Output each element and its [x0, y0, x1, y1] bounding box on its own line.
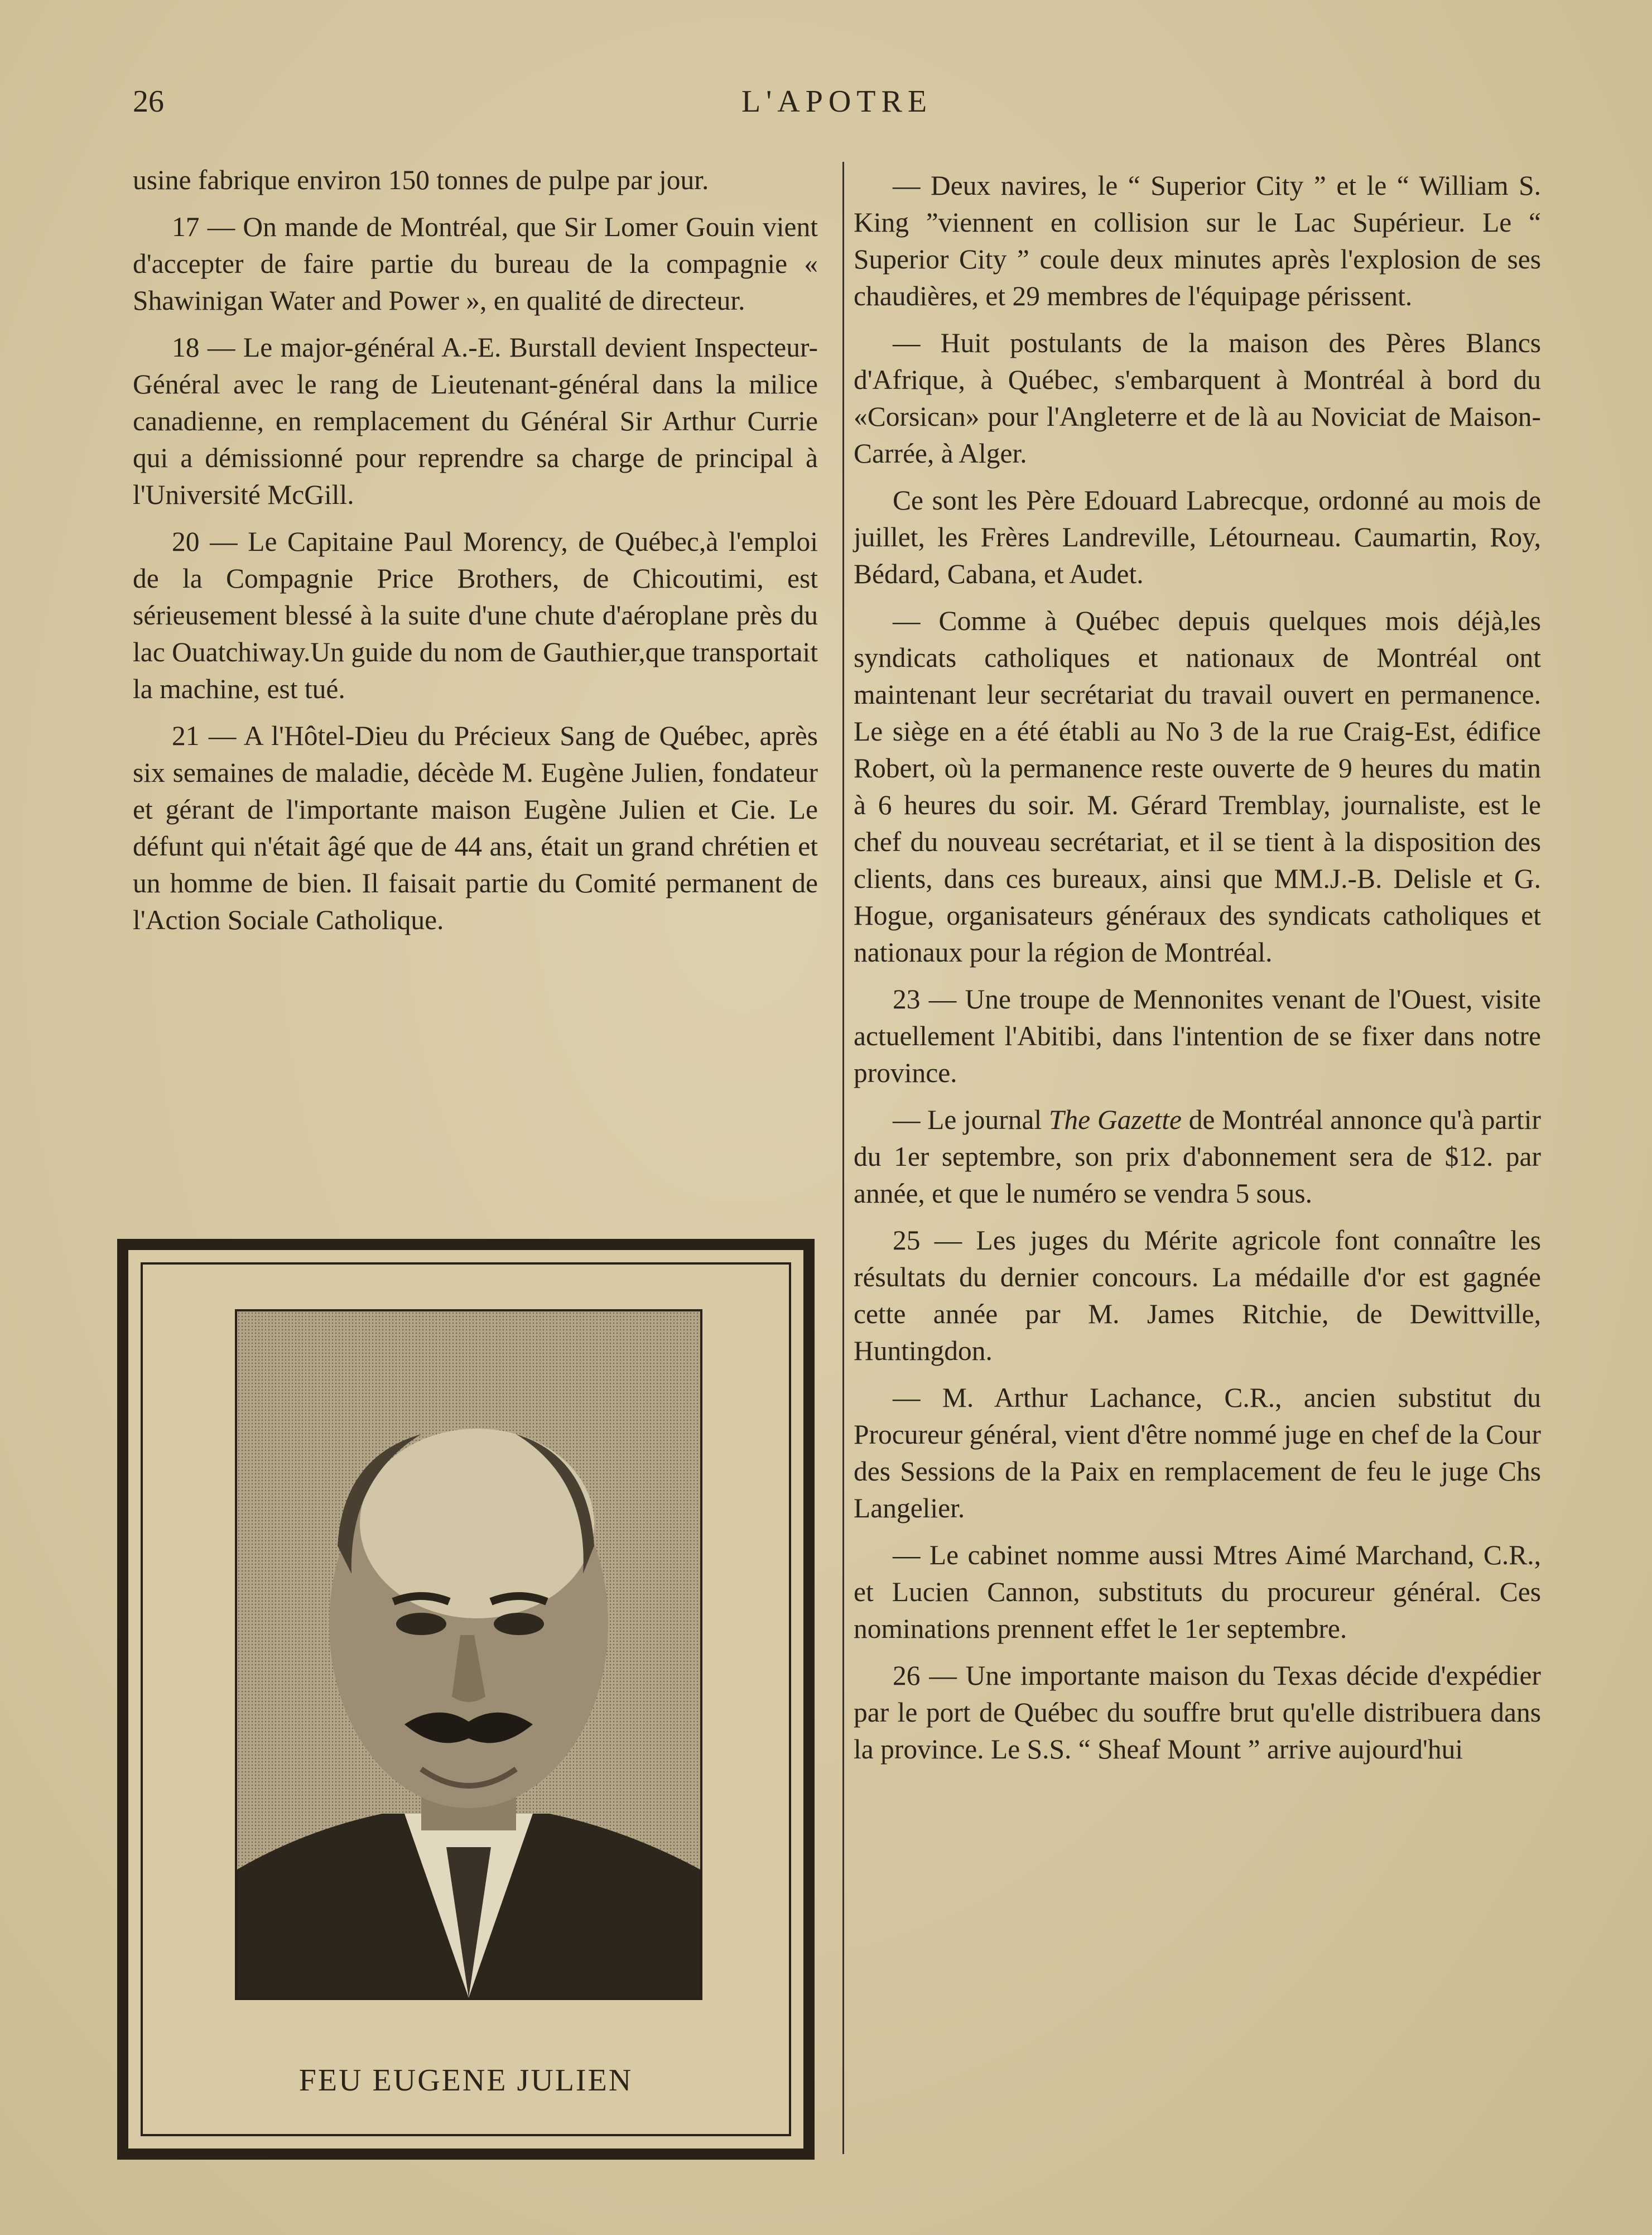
paragraph [854, 1102, 1541, 1212]
paragraph: — Deux navires, le “ Superior City ” et le “ William S. King ”viennent en collision sur le Lac Supérieur. Le “ Superior City ” coule deux minutes après l'explosion de ses chaudières, et 29 membres de l'équipage périssent. [854, 170, 1541, 311]
paragraph: 23 — Une troupe de Mennonites venant de l'Ouest, visite actuellement l'Abitibi, dans l'intention de se fixer dans notre province. [854, 984, 1541, 1088]
running-title: L'APOTRE [741, 84, 933, 119]
paragraph: — Le cabinet nomme aussi Mtres Aimé Marchand, C.R., et Lucien Cannon, substituts du procureur général. Ces nominations prennent effet le 1er septembre. [854, 1540, 1541, 1644]
paragraph: — Comme à Québec depuis quelques mois déjà,les syndicats catholiques et nationaux de Montréal ont maintenant leur secrétariat du travail ouvert en permanence. Le siège en a été établi au No 3 de la rue Craig-Est, édifice Robert, où la permanence reste ouverte de 9 heures du matin à 6 heures du soir. M. Gérard Tremblay, journaliste, est le chef du nouveau secrétariat, et il se tient à la disposition des clients, dans ces bureaux, ainsi que MM.J.-B. Delisle et G. Hogue, organisateurs généraux des syndicats catholiques et nationaux pour la région de Montréal. [854, 605, 1541, 968]
portrait-photo [235, 1309, 702, 2000]
text-run: de Montréal annonce qu'à partir du 1er septembre, son prix d'abonnement sera de $12. par année, et que le numéro se vendra 5 sous. [854, 1104, 1541, 1209]
column-divider [842, 162, 844, 2154]
paragraph: usine fabrique environ 150 tonnes de pulpe par jour. [133, 165, 709, 195]
portrait-frame [117, 1239, 815, 2160]
paragraph: 26 — Une importante maison du Texas décide d'expédier par le port de Québec du souffre brut qu'elle distribuera dans la province. Le S.S. “ Sheaf Mount ” arrive aujourd'hui [854, 1660, 1541, 1765]
page-header [0, 84, 1652, 134]
newspaper-title: The Gazette [1048, 1104, 1182, 1135]
portrait-image [237, 1311, 700, 1998]
paragraph: 18 — Le major-général A.-E. Burstall devient Inspecteur-Général avec le rang de Lieutenant-général dans la milice canadienne, en remplacement du Général Sir Arthur Currie qui a démissionné pour reprendre sa charge de principal à l'Université McGill. [133, 332, 818, 510]
paragraph: 21 — A l'Hôtel-Dieu du Précieux Sang de Québec, après six semaines de maladie, décède M. Eugène Julien, fondateur et gérant de l'importante maison Eugène Julien et Cie. Le défunt qui n'était âgé que de 44 ans, était un grand chrétien et un homme de bien. Il faisait partie du Comité permanent de l'Action Sociale Catholique. [133, 720, 818, 935]
portrait-inner-border [141, 1262, 791, 2136]
paragraph: 25 — Les juges du Mérite agricole font connaître les résultats du dernier concours. La médaille d'or est gagnée cette année par M. James Ritchie, de Dewittville, Huntingdon. [854, 1225, 1541, 1366]
portrait-caption: FEU EUGENE JULIEN [298, 2063, 633, 2098]
paragraph: — Huit postulants de la maison des Pères Blancs d'Afrique, à Québec, s'embarquent à Montréal à bord du «Corsican» pour l'Angleterre et de là au Noviciat de Maison-Carrée, à Alger. [854, 328, 1541, 469]
paragraph: Ce sont les Père Edouard Labrecque, ordonné au mois de juillet, les Frères Landreville, Létourneau. Caumartin, Roy, Bédard, Cabana, et Audet. [854, 485, 1541, 589]
paragraph: 20 — Le Capitaine Paul Morency, de Québec,à l'emploi de la Compagnie Price Brothers, de Chicoutimi, est sérieusement blessé à la suite d'une chute d'aéroplane près du lac Ouatchiway.Un guide du nom de Gauthier,que transportait la machine, est tué. [133, 526, 818, 704]
page-number: 26 [133, 84, 164, 119]
right-column [854, 167, 1541, 1778]
left-column [133, 162, 818, 949]
paragraph: — M. Arthur Lachance, C.R., ancien substitut du Procureur général, vient d'être nommé juge en chef de la Cour des Sessions de la Paix en remplacement de feu le juge Chs Langelier. [854, 1382, 1541, 1523]
text-run: — Le journal [893, 1104, 1049, 1135]
paragraph: 17 — On mande de Montréal, que Sir Lomer Gouin vient d'accepter de faire partie du bureau de la compagnie « Shawinigan Water and Power », en qualité de directeur. [133, 212, 818, 316]
